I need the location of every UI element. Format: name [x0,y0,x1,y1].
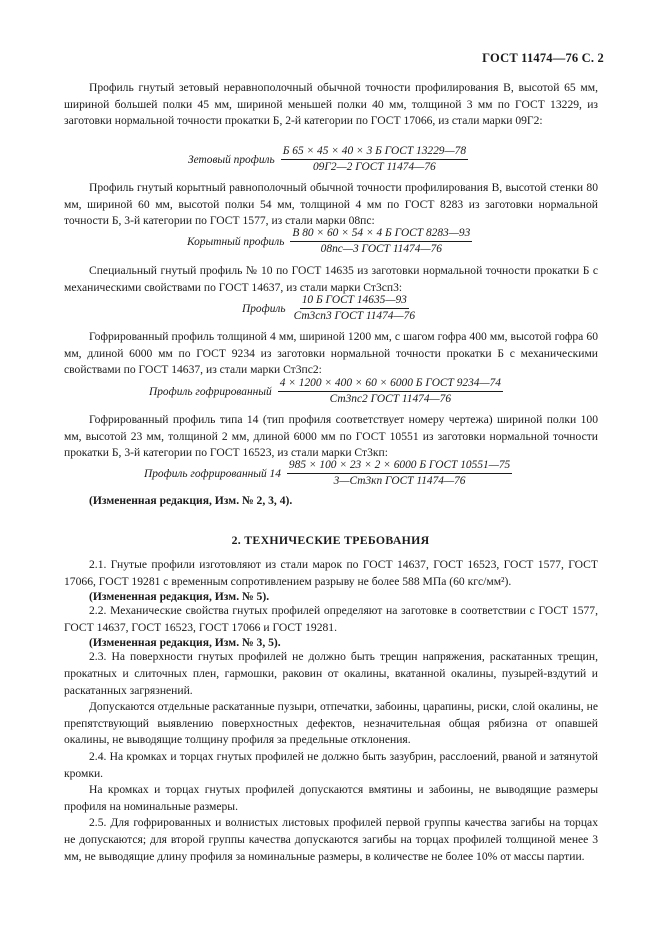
formula-denominator: 08пс—3 ГОСТ 11474—76 [320,243,442,255]
page-header: ГОСТ 11474—76 С. 2 [482,51,604,65]
formula-fraction [290,227,472,256]
formula-numerator: 4 × 1200 × 400 × 60 × 6000 Б ГОСТ 9234—74 [278,377,503,392]
paragraph-corrugated-type14: Гофрированный профиль типа 14 (тип профиля соответствует номеру чертежа) шириной полки 100 мм, высотой 23 мм, толщиной 2 мм, длиной 6000 мм по ГОСТ 10551 из заготовки нормальной точности прокатки Б, 3-й категории по ГОСТ 16523, из стали марки Ст3кп: [64,413,598,460]
clause-2-3-permitted: Допускаются отдельные раскатанные пузыри, отпечатки, забоины, царапины, риски, слой окалины, не препятствующий выявлению поверхностных дефектов, незначительная общая рябизна от опавшей окалины, не выводящие толщину профиля за предельные отклонения. [64,700,598,747]
formula-fraction [281,145,468,174]
formula-label: Зетовый профиль [188,153,275,166]
formula-label: Корытный профиль [187,235,285,248]
formula-fraction [292,294,417,323]
clause-2-3: 2.3. На поверхности гнутых профилей не должно быть трещин напряжения, раскатанных трещин, прокатных и слиточных плен, гармошки, раковин от окалины, вкатанной окалины, пузырей-вздутий и раскатанных загрязнений. [64,650,598,697]
formula-special-profile [242,294,417,323]
amendment-note: (Измененная редакция, Изм. № 5). [89,590,270,604]
clause-2-2-text: 2.2. Механические свойства гнутых профилей определяют на заготовке в соответствии с ГОСТ 1577, ГОСТ 14637, ГОСТ 16523, ГОСТ 17066 и ГОСТ 19281. [64,604,598,634]
paragraph-corrugated-profile: Гофрированный профиль толщиной 4 мм, шириной 1200 мм, с шагом гофра 400 мм, высотой гофра 60 мм, длиной 6000 мм по ГОСТ 9234 из заготовки нормальной точности прокатки Б с механическими свойствами по ГОСТ 14637, из стали марки Ст3пс2: [64,330,598,377]
section-title: 2. ТЕХНИЧЕСКИЕ ТРЕБОВАНИЯ [231,533,430,547]
formula-zet-profile [188,145,468,174]
formula-fraction [278,377,503,406]
clause-2-5: 2.5. Для гофрированных и волнистых листовых профилей первой группы качества загибы на торцах не допускаются; для второй группы качества допускаются загибы на торцах профилей толщиной менее 3 мм, не выводящие длину профиля за номинальные размеры, в количестве не более 10% от массы партии. [64,816,598,863]
formula-numerator: Б 65 × 45 × 40 × 3 Б ГОСТ 13229—78 [281,145,468,160]
formula-numerator: 10 Б ГОСТ 14635—93 [300,294,409,309]
formula-fraction [287,459,512,488]
paragraph-channel-profile: Профиль гнутый корытный равнополочный обычной точности профилирования В, высотой стенки 80 мм, шириной 60 мм, высотой полки 54 мм, толщиной 4 мм по ГОСТ 8283 из заготовки нормальной точности Б, 3-й категории по ГОСТ 1577, из стали марки 08пс: [64,181,598,228]
formula-corrugated-type14 [144,459,512,488]
formula-denominator: Ст3сп3 ГОСТ 11474—76 [293,310,416,322]
paragraph-zet-profile: Профиль гнутый зетовый неравнополочный обычной точности профилирования В, высотой 65 мм, шириной большей полки 45 мм, шириной меньшей полки 40 мм, толщиной 3 мм по ГОСТ 13229, из заготовки нормальной точности прокатки Б, 2-й категории по ГОСТ 17066, из стали марки 09Г2: [64,81,598,128]
formula-label: Профиль гофрированный [149,385,272,398]
formula-denominator: 09Г2—2 ГОСТ 11474—76 [312,161,436,173]
clause-2-4: 2.4. На кромках и торцах гнутых профилей не должно быть зазубрин, расслоений, рваной и затянутой кромки. [64,749,598,780]
clause-2-1: 2.1. Гнутые профили изготовляют из стали марок по ГОСТ 14637, ГОСТ 16523, ГОСТ 1577, ГОСТ 17066, ГОСТ 19281 с временным сопротивлением разрыву не более 588 МПа (60 кгс/мм²). [64,558,598,588]
amendment-note: (Измененная редакция, Изм. № 3, 5). [89,636,281,650]
formula-numerator: В 80 × 60 × 54 × 4 Б ГОСТ 8283—93 [290,227,472,242]
paragraph-special-profile: Специальный гнутый профиль № 10 по ГОСТ 14635 из заготовки нормальной точности прокатки Б с механическими свойствами по ГОСТ 14637, из стали марки Ст3сп3: [64,264,598,294]
formula-denominator: 3—Ст3кп ГОСТ 11474—76 [333,475,466,487]
clause-2-4-permitted: На кромках и торцах гнутых профилей допускаются вмятины и забоины, не выводящие размеры профиля на номинальные размеры. [64,783,598,813]
formula-corrugated-profile [149,377,503,406]
amendment-note: (Измененная редакция, Изм. № 2, 3, 4). [89,494,293,507]
formula-numerator: 985 × 100 × 23 × 2 × 6000 Б ГОСТ 10551—75 [287,459,512,474]
clause-2-2 [64,603,598,636]
formula-label: Профиль гофрированный 14 [144,467,281,480]
formula-channel-profile [187,227,472,256]
formula-denominator: Ст3пс2 ГОСТ 11474—76 [329,393,452,405]
formula-label: Профиль [242,302,286,315]
